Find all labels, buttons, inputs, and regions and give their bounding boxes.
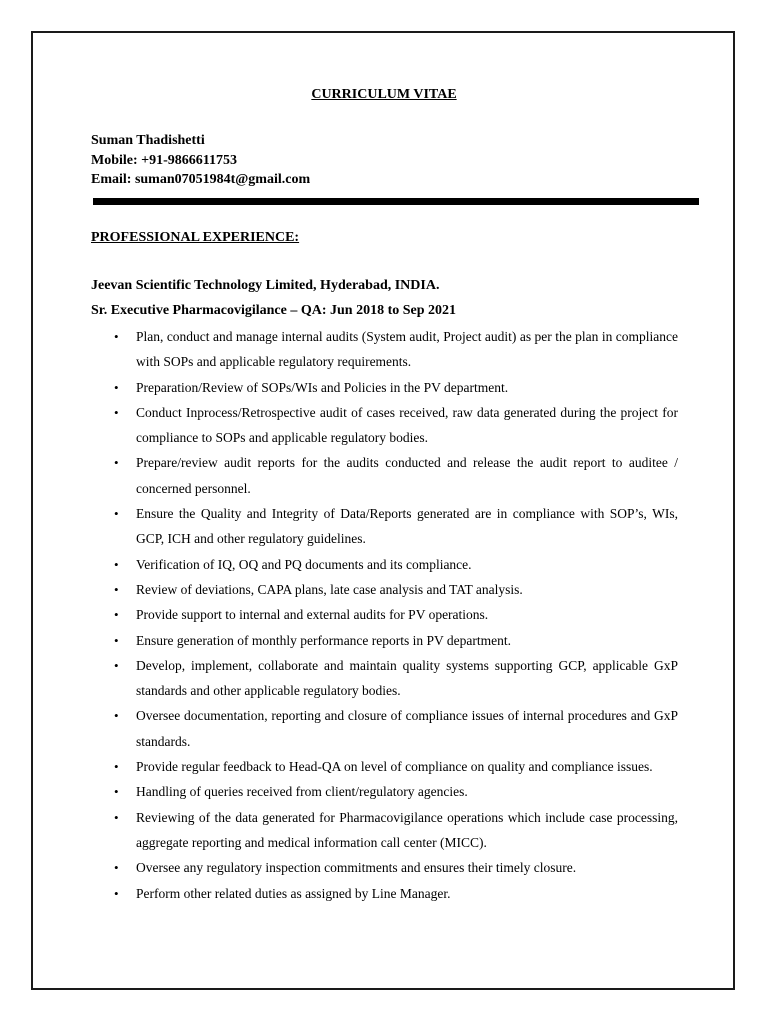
duty-text: Oversee any regulatory inspection commitments and ensures their timely closure.	[136, 860, 577, 876]
list-item	[114, 703, 678, 754]
list-item	[114, 653, 678, 704]
bullet-icon: •	[114, 607, 119, 623]
duty-text: Reviewing of the data generated for Pharmacovigilance operations which include case processing, aggregate reporting and medical information call center (MICC).	[136, 809, 678, 850]
list-item	[114, 855, 678, 880]
duties-list	[114, 324, 678, 906]
list-item	[114, 450, 678, 501]
bullet-icon: •	[114, 556, 119, 572]
list-item	[114, 400, 678, 451]
duty-text: Verification of IQ, OQ and PQ documents and its compliance.	[136, 556, 472, 572]
duty-text: Ensure generation of monthly performance reports in PV department.	[136, 632, 512, 648]
list-item	[114, 375, 678, 400]
duty-text: Plan, conduct and manage internal audits (System audit, Project audit) as per the plan in compliance with SOPs and applicable regulatory requirements.	[136, 329, 678, 370]
duty-text: Develop, implement, collaborate and maintain quality systems supporting GCP, applicable GxP standards and other applicable regulatory bodies.	[136, 657, 678, 699]
list-item	[114, 552, 678, 577]
bullet-icon: •	[114, 860, 119, 876]
bullet-icon: •	[114, 404, 119, 420]
duty-text: Provide support to internal and external audits for PV operations.	[136, 607, 489, 623]
duty-text: Preparation/Review of SOPs/WIs and Policies in the PV department.	[136, 379, 509, 395]
bullet-icon: •	[114, 455, 119, 471]
document-title: CURRICULUM VITAE	[311, 87, 457, 102]
list-item	[114, 577, 678, 602]
list-item	[114, 779, 678, 804]
duty-text: Review of deviations, CAPA plans, late case analysis and TAT analysis.	[136, 581, 523, 597]
candidate-name: Suman Thadishetti	[91, 133, 205, 148]
mobile-number: Mobile: +91-9866611753	[91, 152, 238, 168]
bullet-icon: •	[114, 581, 119, 597]
list-item	[114, 602, 678, 627]
bullet-icon: •	[114, 329, 119, 344]
list-item	[114, 754, 678, 779]
duty-text: Handling of queries received from client/regulatory agencies.	[136, 784, 468, 800]
bullet-icon: •	[114, 759, 119, 775]
list-item	[114, 805, 678, 856]
contact-block	[91, 131, 310, 190]
section-heading-professional-experience: PROFESSIONAL EXPERIENCE:	[91, 230, 300, 245]
list-item	[114, 501, 678, 552]
bullet-icon: •	[114, 809, 119, 825]
list-item	[114, 324, 678, 375]
job-role: Sr. Executive Pharmacovigilance – QA: Jun 2018 to Sep 2021	[91, 303, 457, 318]
list-item	[114, 881, 678, 906]
duty-text: Perform other related duties as assigned by Line Manager.	[136, 885, 451, 901]
duty-text: Ensure the Quality and Integrity of Data/Reports generated are in compliance with SOP’s, WIs, GCP, ICH and other regulatory guidelines.	[136, 506, 678, 547]
company-name: Jeevan Scientific Technology Limited, Hyderabad, INDIA.	[91, 278, 440, 293]
section-divider	[93, 198, 699, 205]
bullet-icon: •	[114, 657, 119, 673]
bullet-icon: •	[114, 632, 119, 648]
bullet-icon: •	[114, 379, 119, 395]
bullet-icon: •	[114, 885, 119, 901]
duty-text: Conduct Inprocess/Retrospective audit of cases received, raw data generated during the project for compliance to SOPs and applicable regulatory bodies.	[136, 404, 678, 446]
duty-text: Oversee documentation, reporting and closure of compliance issues of internal procedures and GxP standards.	[136, 708, 678, 749]
list-item	[114, 628, 678, 653]
email-address: Email: suman07051984t@gmail.com	[91, 172, 311, 187]
duty-text: Prepare/review audit reports for the audits conducted and release the audit report to auditee / concerned personnel.	[136, 455, 678, 496]
bullet-icon: •	[114, 506, 119, 522]
duty-text: Provide regular feedback to Head-QA on level of compliance on quality and compliance issues.	[136, 759, 653, 775]
bullet-icon: •	[114, 784, 119, 800]
bullet-icon: •	[114, 708, 119, 724]
